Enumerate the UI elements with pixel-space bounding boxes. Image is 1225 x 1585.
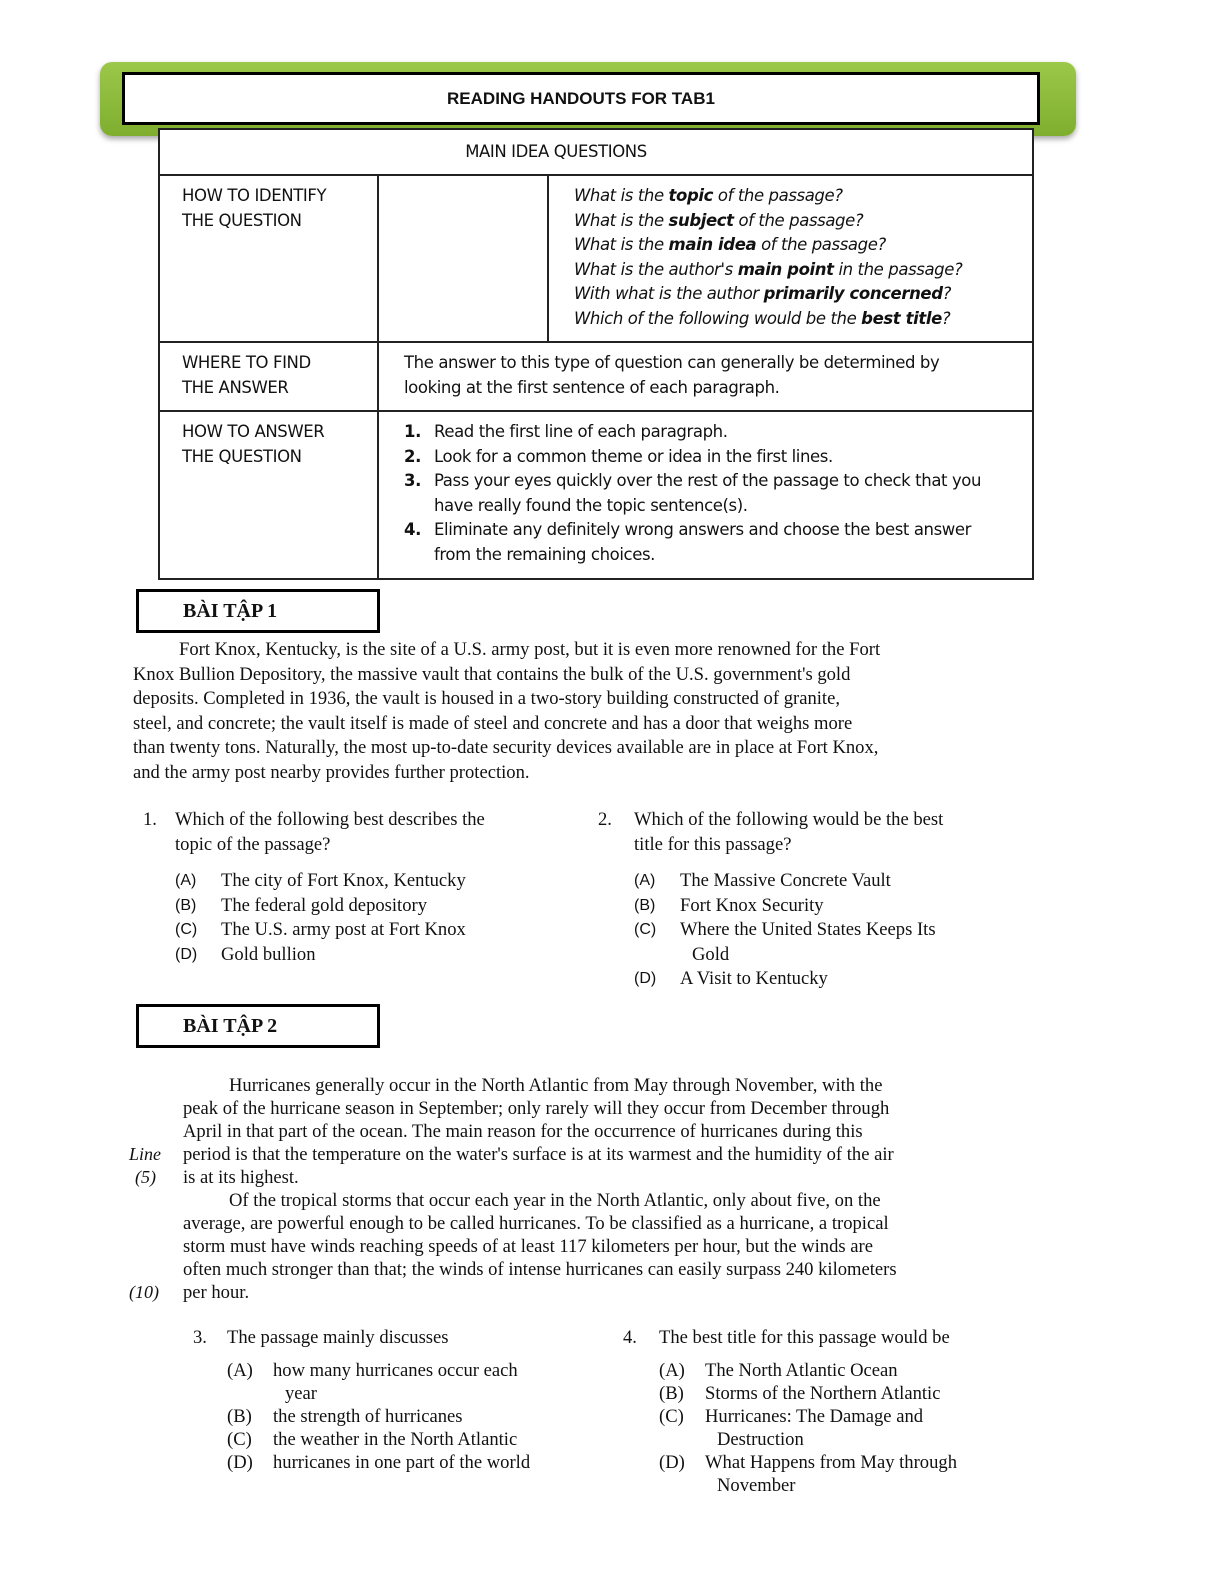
passage-line: average, are powerful enough to be called hurricanes. To be classified as a hurricane, a tropical xyxy=(183,1213,889,1234)
step-text: have really found the topic sentence(s). xyxy=(434,495,748,515)
question-form-part: best title xyxy=(861,308,942,328)
question-stem xyxy=(598,833,943,858)
question-1 xyxy=(143,808,485,967)
option-text: Gold bullion xyxy=(221,943,316,965)
option-text: Storms of the Northern Atlantic xyxy=(705,1383,941,1404)
passage-line: and the army post nearby provides further protection. xyxy=(133,761,530,783)
row-label-identify: HOW TO IDENTIFY THE QUESTION xyxy=(182,186,327,230)
option-text: A Visit to Kentucky xyxy=(680,968,828,989)
option-letter: (C) xyxy=(227,1429,252,1450)
spacer xyxy=(623,1349,957,1359)
step-number: 2. xyxy=(404,446,421,466)
question-form-part: main idea xyxy=(668,235,757,254)
passage-line: deposits. Completed in 1936, the vault is housed in a two-story building constructed of granite, xyxy=(133,688,840,709)
option-text: the weather in the North Atlantic xyxy=(273,1429,518,1450)
step-number: 3. xyxy=(404,471,421,490)
question-form-part: of the passage? xyxy=(756,235,886,254)
option-letter: (B) xyxy=(175,896,197,914)
passage-line: Knox Bullion Depository, the massive vault that contains the bulk of the U.S. government's gold xyxy=(133,663,851,685)
where-to-find-text: The answer to this type of question can generally be determined by looking at the first sentence of each paragraph. xyxy=(404,353,940,397)
line-marker-5: (5) xyxy=(135,1167,156,1187)
answer-option xyxy=(623,1405,957,1428)
option-letter: (A) xyxy=(175,872,197,889)
answer-option xyxy=(193,1428,530,1451)
passage-line: storm must have winds reaching speeds of at least 117 kilometers per hour, but the winds are xyxy=(183,1236,873,1257)
option-text: Gold xyxy=(692,943,730,965)
option-letter: (A) xyxy=(659,1360,685,1381)
question-stem-text: title for this passage? xyxy=(634,833,792,855)
option-letter xyxy=(634,943,680,968)
answer-step xyxy=(404,445,981,470)
answer-option xyxy=(623,1382,957,1405)
step-text: Eliminate any definitely wrong answers and choose the best answer xyxy=(434,520,972,539)
answer-step xyxy=(404,518,981,543)
question-form-part: What is the author's xyxy=(574,259,738,279)
question-form-part: of the passage? xyxy=(733,210,864,230)
passage-line: steel, and concrete; the vault itself is made of steel and concrete and has a door that weighs more xyxy=(133,712,853,734)
passage-line: is at its highest. xyxy=(183,1167,299,1188)
question-stem-text: The best title for this passage would be xyxy=(659,1327,950,1348)
option-text: Where the United States Keeps Its xyxy=(680,919,936,940)
answer-option xyxy=(598,869,943,894)
exercise-1-passage xyxy=(133,638,880,785)
option-text: Hurricanes: The Damage and xyxy=(705,1406,924,1427)
question-form-part: topic xyxy=(668,186,714,205)
option-text: The U.S. army post at Fort Knox xyxy=(221,919,466,940)
exercise-1-label: BÀI TẬP 1 xyxy=(136,589,380,633)
main-idea-table xyxy=(158,128,1034,580)
exercise-2-label: BÀI TẬP 2 xyxy=(136,1004,380,1048)
option-text: hurricanes in one part of the world xyxy=(273,1452,531,1473)
question-forms-list xyxy=(574,184,962,331)
option-text: year xyxy=(285,1383,317,1404)
option-text: What Happens from May through xyxy=(705,1452,957,1473)
answer-option xyxy=(193,1405,530,1428)
question-form xyxy=(574,307,962,332)
passage-line: than twenty tons. Naturally, the most up-to-date security devices available are in place at Fort Knox, xyxy=(133,737,879,758)
question-form xyxy=(574,209,962,234)
answer-step xyxy=(404,420,981,445)
question-stem xyxy=(143,833,485,858)
question-form-part: in the passage? xyxy=(833,259,963,279)
answer-option xyxy=(598,894,943,919)
question-form-part: With what is the author xyxy=(574,284,764,303)
answer-option xyxy=(143,869,485,894)
line-marker-10: (10) xyxy=(129,1282,159,1302)
question-4 xyxy=(623,1326,957,1497)
option-letter: (D) xyxy=(634,970,657,987)
answer-step xyxy=(404,469,981,494)
spacer xyxy=(193,1349,530,1359)
question-form xyxy=(574,233,962,258)
question-form-part: ? xyxy=(942,284,951,303)
option-letter: (D) xyxy=(659,1452,685,1473)
option-text: The federal gold depository xyxy=(221,894,428,916)
answer-option xyxy=(623,1428,957,1451)
answer-option xyxy=(143,894,485,919)
question-2 xyxy=(598,808,943,992)
option-letter: (C) xyxy=(634,921,657,938)
option-text: The Massive Concrete Vault xyxy=(680,870,891,891)
option-letter: (D) xyxy=(175,945,198,963)
step-text: Read the first line of each paragraph. xyxy=(434,422,728,441)
question-stem-text: Which of the following would be the best xyxy=(634,809,944,830)
question-form-part: What is the xyxy=(574,186,669,205)
row-label-find: WHERE TO FIND THE ANSWER xyxy=(182,353,311,397)
question-form-part: ? xyxy=(941,308,951,328)
question-stem xyxy=(193,1326,530,1349)
question-number: 3. xyxy=(193,1327,207,1348)
question-form xyxy=(574,184,962,209)
step-number: 1. xyxy=(404,422,421,441)
passage-line: April in that part of the ocean. The main reason for the occurrence of hurricanes during this xyxy=(183,1121,863,1142)
option-letter: (B) xyxy=(659,1383,684,1404)
question-number: 4. xyxy=(623,1327,637,1348)
passage-line: Fort Knox, Kentucky, is the site of a U.S. army post, but it is even more renowned for the Fort xyxy=(179,639,881,660)
option-letter xyxy=(659,1474,705,1497)
answer-option xyxy=(623,1451,957,1474)
question-stem xyxy=(623,1326,957,1349)
question-3 xyxy=(193,1326,530,1474)
question-stem-text: topic of the passage? xyxy=(175,833,331,855)
step-text: from the remaining choices. xyxy=(434,544,655,564)
answer-option xyxy=(598,967,943,992)
step-text: Pass your eyes quickly over the rest of the passage to check that you xyxy=(434,471,982,490)
option-letter: (B) xyxy=(634,896,656,914)
question-form-part: What is the xyxy=(574,210,669,230)
option-letter xyxy=(659,1428,705,1451)
question-form-part: primarily concerned xyxy=(763,284,943,303)
passage-line: per hour. xyxy=(183,1282,250,1303)
table-title: MAIN IDEA QUESTIONS xyxy=(465,142,647,161)
option-letter: (C) xyxy=(175,921,198,938)
answer-option xyxy=(598,943,943,968)
passage-line: period is that the temperature on the water's surface is at its warmest and the humidity of the air xyxy=(183,1144,894,1165)
question-form-part: subject xyxy=(668,210,734,230)
answer-option xyxy=(143,918,485,943)
line-marker: Line xyxy=(129,1144,162,1164)
passage-line: peak of the hurricane season in September; only rarely will they occur from December through xyxy=(183,1098,890,1119)
answer-option xyxy=(598,918,943,943)
answer-option xyxy=(193,1359,530,1382)
answer-option xyxy=(193,1382,530,1405)
option-text: the strength of hurricanes xyxy=(273,1406,463,1427)
question-number: 2. xyxy=(598,809,612,830)
option-letter: (A) xyxy=(227,1360,253,1381)
passage-line: Of the tropical storms that occur each year in the North Atlantic, only about five, on the xyxy=(229,1190,881,1211)
passage-line: Hurricanes generally occur in the North Atlantic from May through November, with the xyxy=(229,1075,883,1096)
answer-option xyxy=(193,1451,530,1474)
option-text: Destruction xyxy=(717,1429,804,1450)
question-form-part: of the passage? xyxy=(713,186,843,205)
option-letter: (D) xyxy=(227,1452,253,1473)
step-number: 4. xyxy=(404,520,421,539)
question-form-part: What is the xyxy=(574,235,669,254)
question-stem-text: The passage mainly discusses xyxy=(227,1327,449,1348)
option-letter: (C) xyxy=(659,1406,684,1427)
option-letter: (B) xyxy=(227,1406,252,1427)
answer-step xyxy=(404,494,981,519)
page-title: READING HANDOUTS FOR TAB1 xyxy=(122,72,1040,125)
question-form-part: main point xyxy=(737,259,834,279)
passage-line: often much stronger than that; the winds of intense hurricanes can easily surpass 240 kilometers xyxy=(183,1259,897,1280)
question-stem xyxy=(143,808,485,833)
option-text: The North Atlantic Ocean xyxy=(705,1360,898,1381)
spacer xyxy=(598,857,943,869)
option-text: how many hurricanes occur each xyxy=(273,1360,518,1381)
exercise-2-passage xyxy=(183,1074,897,1304)
question-form xyxy=(574,282,962,307)
question-form xyxy=(574,258,962,283)
option-letter xyxy=(227,1382,273,1405)
option-text: Fort Knox Security xyxy=(680,894,824,916)
question-form-part: Which of the following would be the xyxy=(574,308,862,328)
row-label-answer: HOW TO ANSWER THE QUESTION xyxy=(182,422,325,466)
question-number: 1. xyxy=(143,809,157,830)
answer-option xyxy=(623,1474,957,1497)
answer-step xyxy=(404,543,981,568)
answer-steps-list xyxy=(404,420,981,567)
answer-option xyxy=(143,943,485,968)
option-text: The city of Fort Knox, Kentucky xyxy=(221,870,466,891)
question-stem-text: Which of the following best describes the xyxy=(175,809,485,830)
question-stem xyxy=(598,808,943,833)
option-letter: (A) xyxy=(634,872,656,889)
answer-option xyxy=(623,1359,957,1382)
spacer xyxy=(143,857,485,869)
option-text: November xyxy=(717,1475,796,1496)
step-text: Look for a common theme or idea in the first lines. xyxy=(434,446,833,466)
